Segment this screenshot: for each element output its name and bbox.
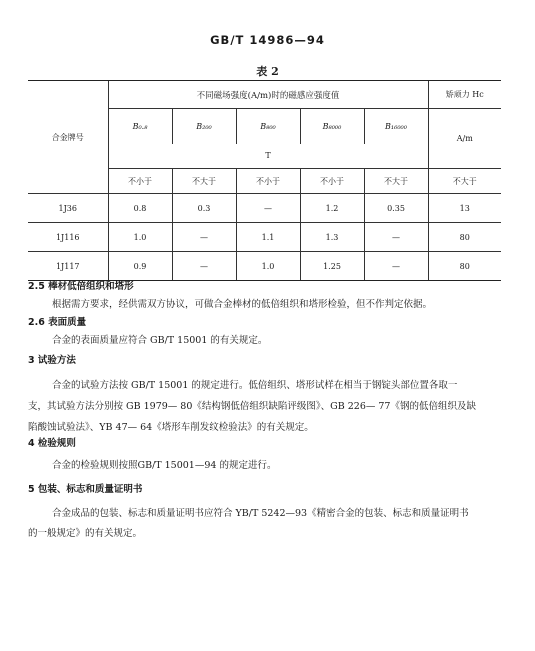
section-2-5-body: 根据需方要求，经供需双方协议，可做合金棒材的低倍组织和塔形检验，但不作判定依据。 xyxy=(52,299,433,310)
limit-5: 不大于 xyxy=(364,169,428,194)
value-cell: 1.1 xyxy=(236,223,300,252)
section-3-body-line-1: 合金的试验方法按 GB/T 15001 的规定进行。低倍组织、塔形试样在相当于钢锭头部位置各取一 xyxy=(52,380,458,391)
value-cell: — xyxy=(236,194,300,223)
value-cell: 0.8 xyxy=(108,194,172,223)
standard-header: GB/T 14986—94 xyxy=(210,33,325,47)
b-symbol-1: B₀.₈ xyxy=(108,109,172,144)
value-cell: 80 xyxy=(428,223,501,252)
limit-1: 不小于 xyxy=(108,169,172,194)
b-symbol-5: B₁₆₀₀₀ xyxy=(364,109,428,144)
value-cell: 0.3 xyxy=(172,194,236,223)
unit-t: T xyxy=(108,144,428,169)
value-cell: 1.0 xyxy=(108,223,172,252)
value-cell: — xyxy=(172,223,236,252)
value-cell: 0.9 xyxy=(108,252,172,281)
limit-2: 不大于 xyxy=(172,169,236,194)
table-caption: 表 2 xyxy=(256,65,279,78)
value-cell: 1.25 xyxy=(300,252,364,281)
alloy-cell: 1J36 xyxy=(28,194,108,223)
section-3-body-line-2: 支，其试验方法分别按 GB 1979— 80《结构钢低倍组织缺陷评级图》、GB 226— 77《钢的低倍组织及缺 xyxy=(28,401,476,412)
b-symbol-2: B₂₀₀ xyxy=(172,109,236,144)
value-cell: — xyxy=(364,252,428,281)
section-4-body: 合金的检验规则按照GB/T 15001—94 的规定进行。 xyxy=(52,460,277,471)
value-cell: 0.35 xyxy=(364,194,428,223)
alloy-grade-header: 合金牌号 xyxy=(28,81,108,194)
value-cell: 1.3 xyxy=(300,223,364,252)
limit-3: 不小于 xyxy=(236,169,300,194)
value-cell: 1.2 xyxy=(300,194,364,223)
table-row xyxy=(28,223,501,252)
section-4-title: 4 检验规则 xyxy=(28,438,76,449)
section-5-body-line-1: 合金成品的包装、标志和质量证明书应符合 YB/T 5242—93《精密合金的包装、标志和质量证明书 xyxy=(52,508,469,519)
value-cell: 13 xyxy=(428,194,501,223)
section-5-title: 5 包装、标志和质量证明书 xyxy=(28,484,143,495)
section-2-6-body: 合金的表面质量应符合 GB/T 15001 的有关规定。 xyxy=(52,335,268,346)
section-5-body-line-2: 的一般规定》的有关规定。 xyxy=(28,528,143,539)
value-cell: — xyxy=(172,252,236,281)
limit-6: 不大于 xyxy=(428,169,501,194)
b-symbol-4: B₈₀₀₀ xyxy=(300,109,364,144)
flux-density-group-header: 不同磁场强度(A/m)时的磁感应强度值 xyxy=(108,81,428,109)
value-cell: 80 xyxy=(428,252,501,281)
coercivity-header: 矫顽力 Hc xyxy=(428,81,501,109)
value-cell: — xyxy=(364,223,428,252)
section-2-6-title: 2.6 表面质量 xyxy=(28,317,87,328)
section-3-title: 3 试验方法 xyxy=(28,355,76,366)
section-3-body-line-3: 陷酸蚀试验法》、YB 47— 64《塔形车削发纹检验法》的有关规定。 xyxy=(28,422,314,433)
unit-am: A/m xyxy=(428,109,501,169)
section-2-5-title: 2.5 棒材低倍组织和塔形 xyxy=(28,281,134,292)
table-row xyxy=(28,194,501,223)
limit-4: 不小于 xyxy=(300,169,364,194)
alloy-cell: 1J116 xyxy=(28,223,108,252)
properties-table xyxy=(28,80,501,281)
value-cell: 1.0 xyxy=(236,252,300,281)
b-symbol-3: B₈₀₀ xyxy=(236,109,300,144)
alloy-cell: 1J117 xyxy=(28,252,108,281)
